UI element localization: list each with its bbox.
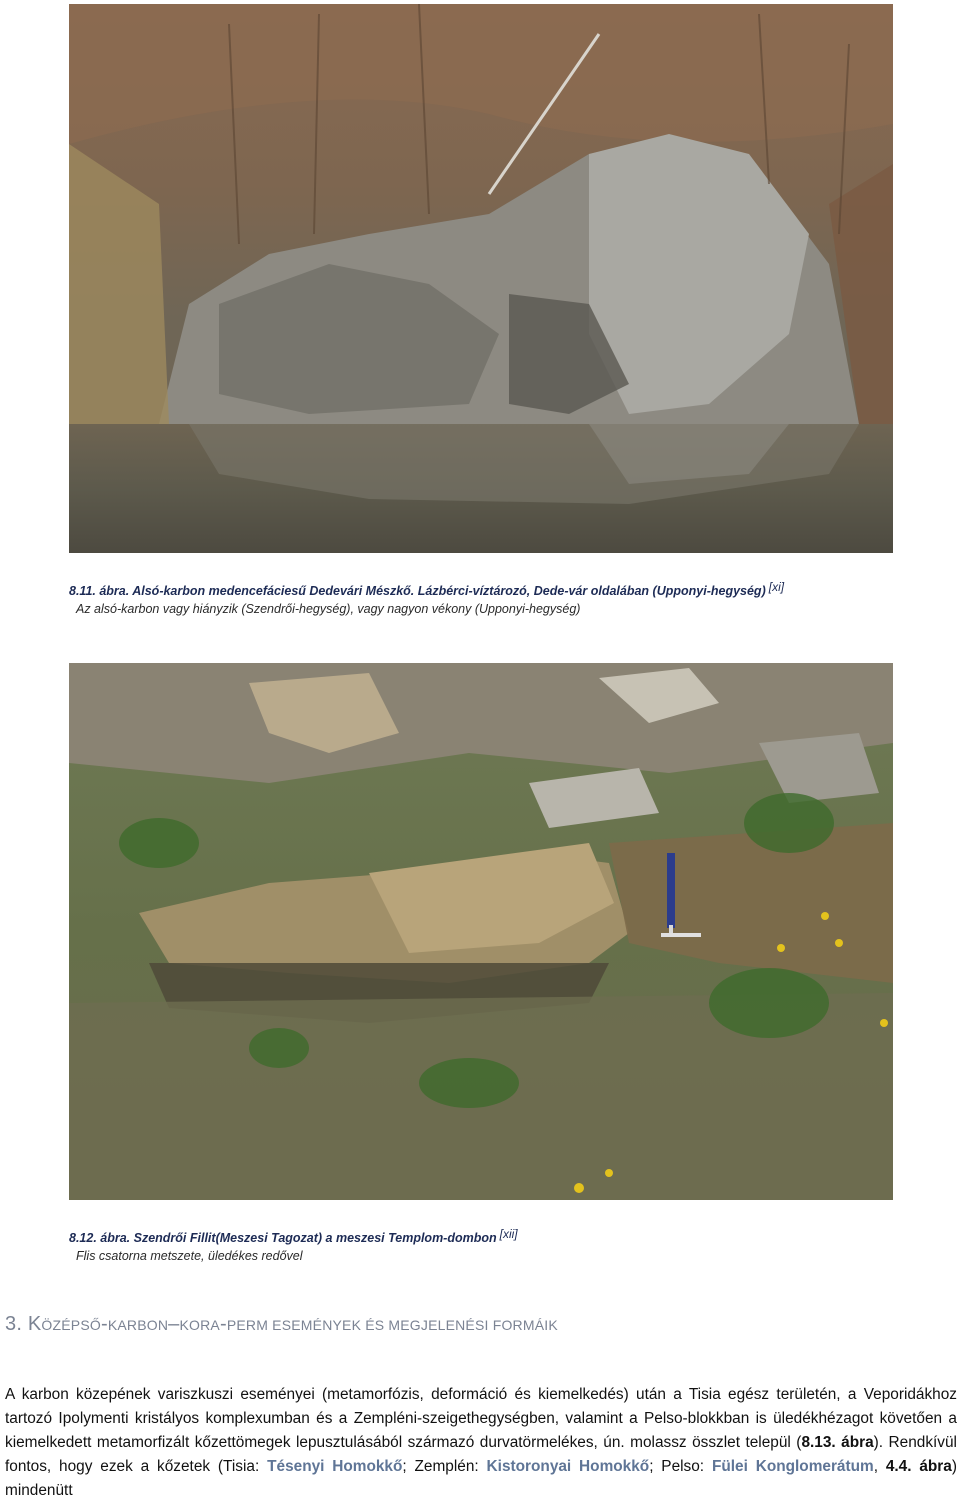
figure-reference: 4.4. ábra <box>885 1458 952 1475</box>
paragraph-text: , <box>873 1458 886 1475</box>
figure-8-11-photo <box>69 4 893 553</box>
heading-part: ÖZÉPSŐ <box>41 1317 101 1333</box>
heading-part: – <box>168 1313 180 1335</box>
paragraph-text: ; Pelso: <box>649 1458 712 1475</box>
heading-part: PERM ESEMÉNYEK ÉS MEGJELENÉSI FORMÁIK <box>226 1317 558 1333</box>
paragraph-text: ) mindenütt <box>5 1458 957 1499</box>
figure-8-12-caption <box>69 1225 518 1265</box>
body-paragraph <box>5 1383 957 1503</box>
paragraph-text: ; Zemplén: <box>402 1458 487 1475</box>
figure-8-11-reference: [xi] <box>768 580 785 594</box>
figure-8-11-caption <box>69 578 784 618</box>
figure-8-11-subtitle: Az alsó-karbon vagy hiányzik (Szendrői-hegység), vagy nagyon vékony (Upponyi-hegység) <box>76 602 581 616</box>
section-heading <box>5 1313 558 1336</box>
section-number: 3. <box>5 1313 23 1335</box>
heading-part: K <box>27 1313 42 1335</box>
figure-8-12-photo <box>69 663 893 1200</box>
figure-8-12-title: 8.12. ábra. Szendrői Fillit(Meszesi Tagozat) a meszesi Templom-dombon <box>69 1231 497 1245</box>
phyllite-outcrop-photo-icon <box>69 663 893 1200</box>
figure-8-12-reference: [xii] <box>499 1227 518 1241</box>
heading-part: - <box>100 1313 108 1335</box>
heading-part: KARBON <box>107 1317 169 1333</box>
heading-part: KORA <box>179 1317 220 1333</box>
formation-term: Fülei Konglomerátum <box>711 1458 874 1475</box>
figure-reference: 8.13. ábra <box>801 1434 874 1451</box>
formation-term: Kistoronyai Homokkő <box>486 1458 650 1475</box>
paragraph-text: A karbon közepének variszkuszi eseményei (metamorfózis, deformáció és kiemelkedés) után a Tisia egész területén, a Veporidákhoz tartozó Ipolymenti kristályos komplexumban és a Zempléni-szeigethegységben, valamint a Pelso-blokkban is üledékhézagot követően a kiemelkedett metamorfizált kőzettömegek lepusztulásából származó durvatörmelékes, ún. molassz összlet települ ( <box>5 1386 957 1451</box>
figure-8-11-title: 8.11. ábra. Alsó-karbon medencefáciesű Dedevári Mészkő. Lázbérci-víztározó, Dede-vár oldalában (Upponyi-hegység) <box>69 584 766 598</box>
paragraph-text: ). Rendkívül fontos, hogy ezek a kőzetek (Tisia: <box>5 1434 957 1475</box>
limestone-cliff-photo-icon <box>69 4 893 553</box>
heading-part: - <box>219 1313 227 1335</box>
figure-8-12-subtitle: Flis csatorna metszete, üledékes redővel <box>76 1249 303 1263</box>
formation-term: Tésenyi Homokkő <box>267 1458 403 1475</box>
